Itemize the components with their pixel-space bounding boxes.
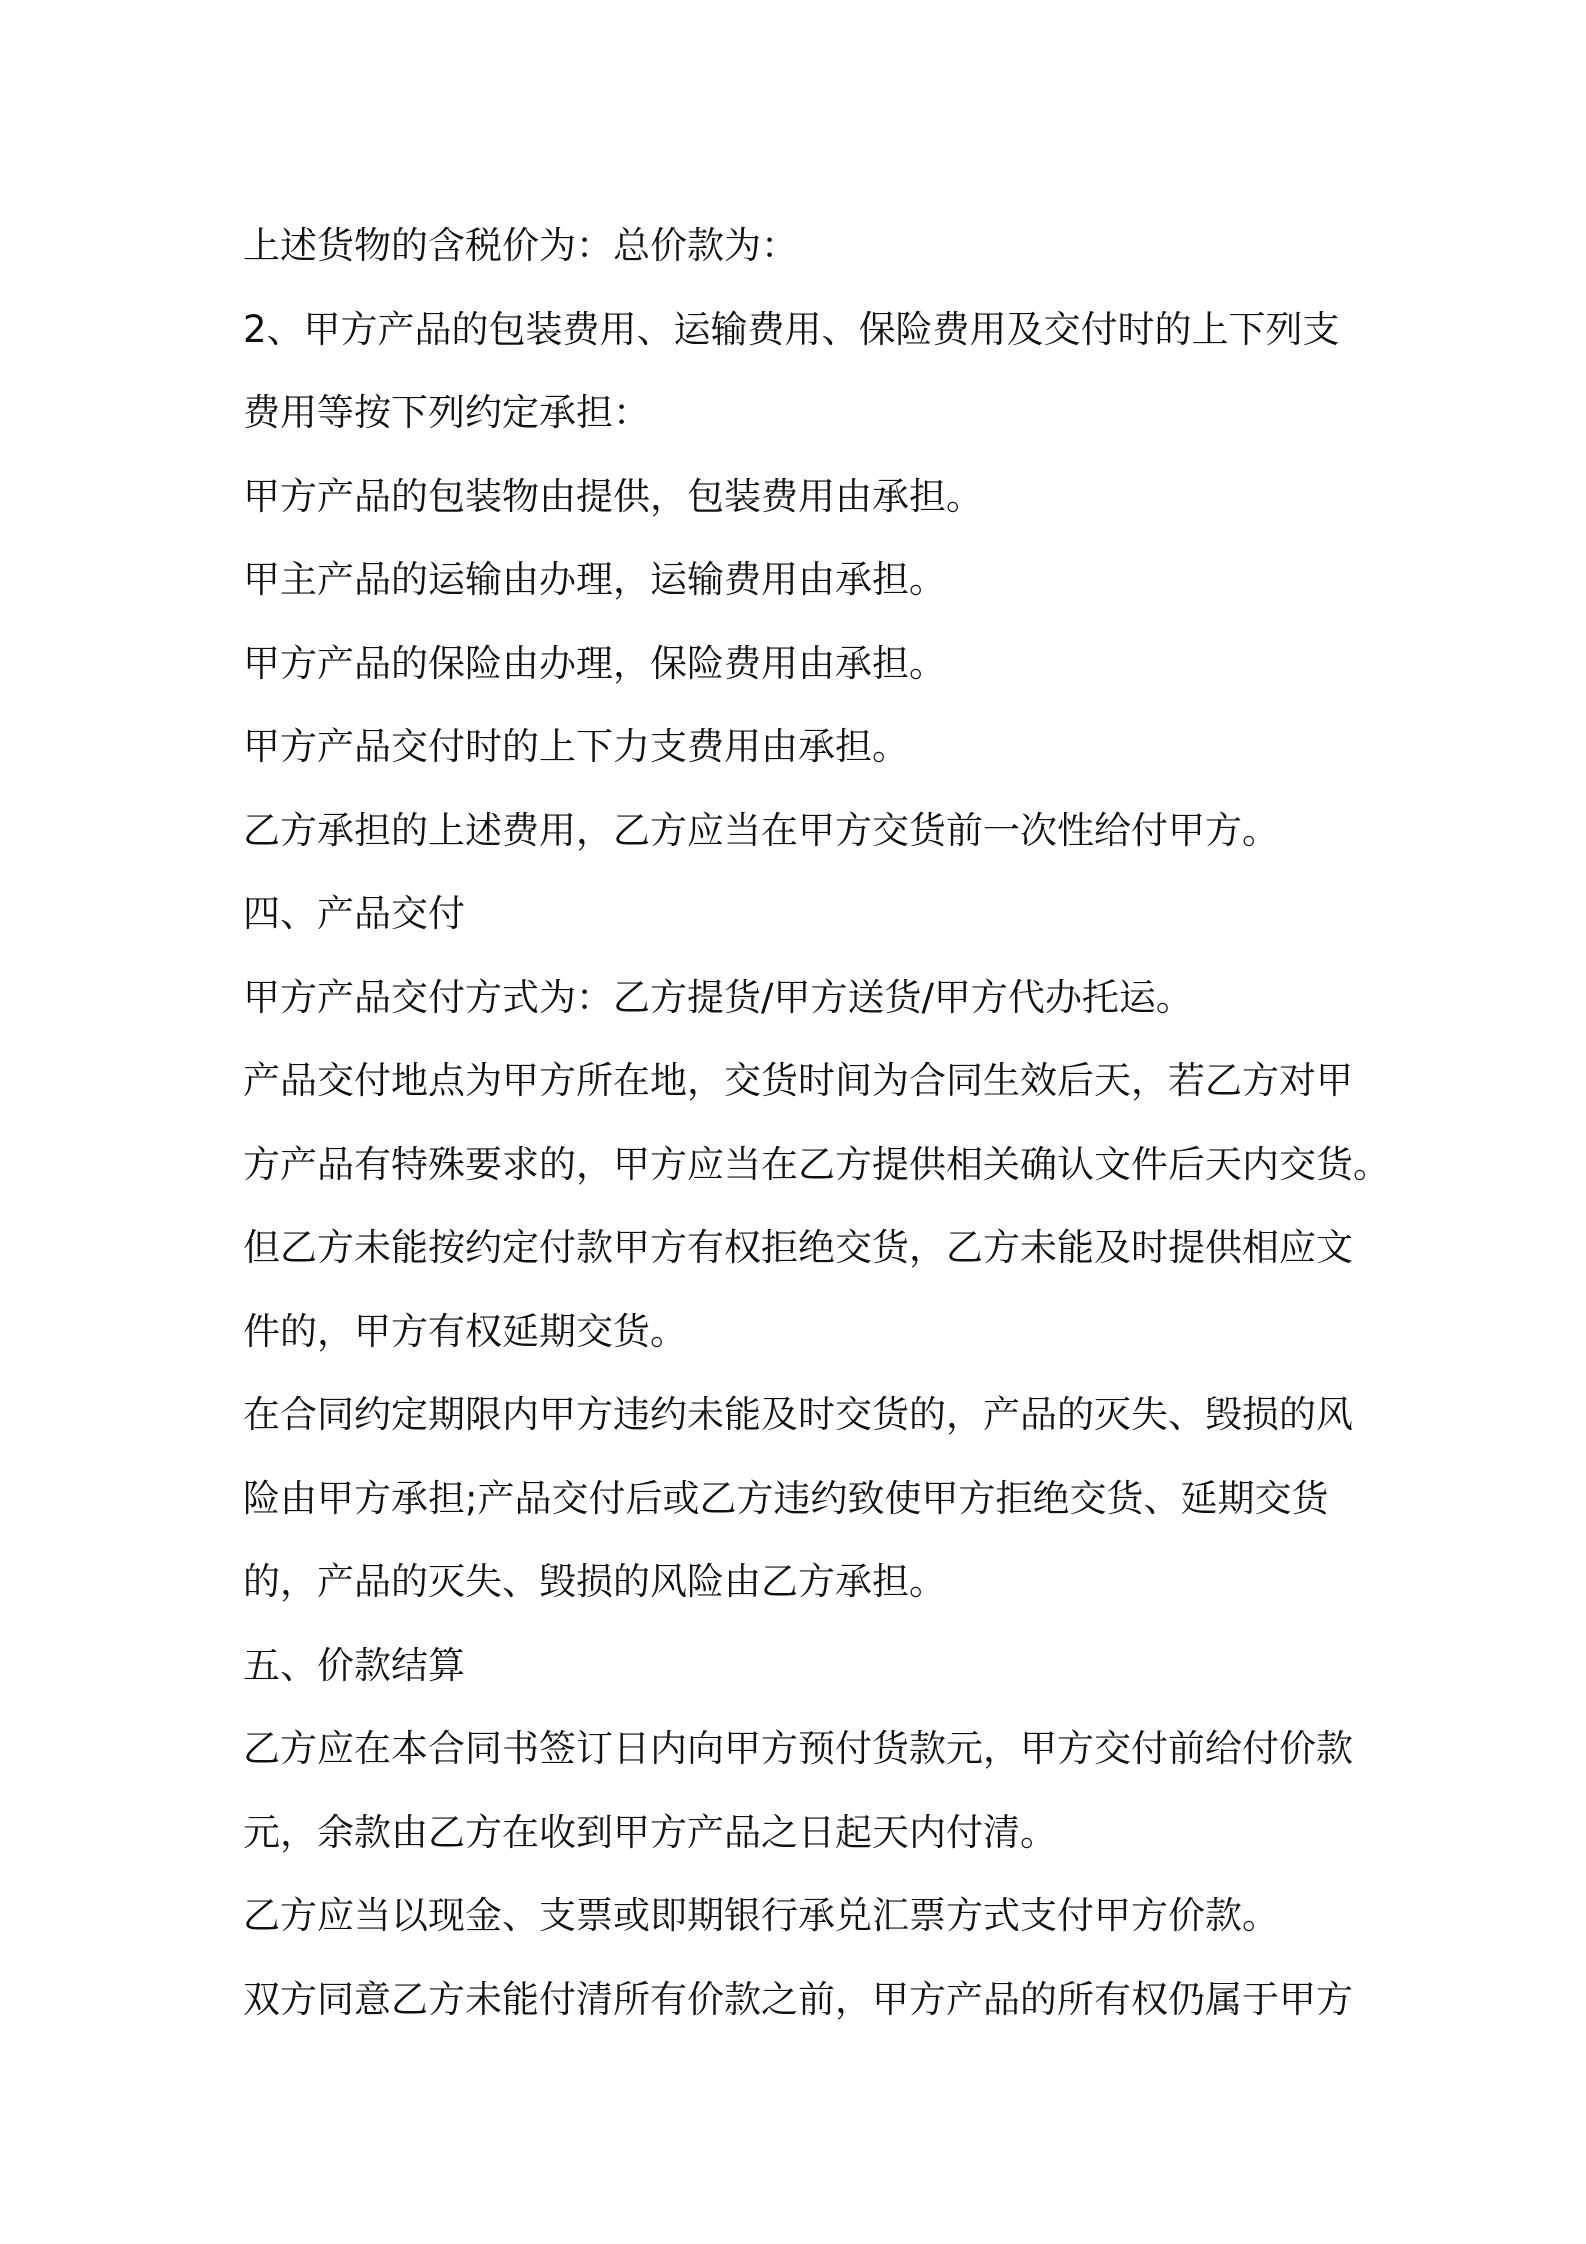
text-line: 乙方应当以现金、支票或即期银行承兑汇票方式支付甲方价款。 [243, 1894, 1279, 1937]
text-line: 件的，甲方有权延期交货。 [243, 1309, 687, 1353]
text-line: 双方同意乙方未能付清所有价款之前，甲方产品的所有权仍属于甲方 [243, 1977, 1353, 2021]
text-line: 甲方产品的包装物由提供，包装费用由承担。 [243, 474, 983, 518]
text-line: 产品交付地点为甲方所在地，交货时间为合同生效后天，若乙方对甲 [243, 1059, 1353, 1102]
text-line: 但乙方未能按约定付款甲方有权拒绝交货，乙方未能及时提供相应文 [243, 1226, 1353, 1269]
text-line: 费用等按下列约定承担： [243, 391, 650, 434]
text-line: 在合同约定期限内甲方违约未能及时交货的，产品的灭失、毁损的风 [243, 1393, 1353, 1436]
text-line: 的，产品的灭失、毁损的风险由乙方承担。 [243, 1560, 946, 1603]
text-line: 乙方承担的上述费用，乙方应当在甲方交货前一次性给付甲方。 [243, 808, 1279, 852]
text-line: 2、甲方产品的包装费用、运输费用、保险费用及交付时的上下列支 [243, 307, 1340, 351]
text-line: 甲方产品交付方式为：乙方提货/甲方送货/甲方代办托运。 [243, 975, 1193, 1019]
text-line: 险由甲方承担;产品交付后或乙方违约致使甲方拒绝交货、延期交货 [243, 1476, 1329, 1520]
document-body [243, 222, 1403, 2059]
text-line: 乙方应在本合同书签订日内向甲方预付货款元，甲方交付前给付价款 [243, 1727, 1353, 1770]
text-line: 甲方产品交付时的上下力支费用由承担。 [243, 725, 909, 768]
section-heading: 四、产品交付 [243, 892, 465, 935]
section-heading: 五、价款结算 [243, 1643, 465, 1687]
text-line: 甲主产品的运输由办理，运输费用由承担。 [243, 558, 946, 601]
text-line: 上述货物的含税价为：总价款为： [243, 224, 798, 267]
text-line: 元，余款由乙方在收到甲方产品之日起天内付清。 [243, 1810, 1057, 1854]
text-line: 方产品有特殊要求的，甲方应当在乙方提供相关确认文件后天内交货。 [243, 1142, 1390, 1186]
text-line: 甲方产品的保险由办理，保险费用由承担。 [243, 641, 946, 685]
